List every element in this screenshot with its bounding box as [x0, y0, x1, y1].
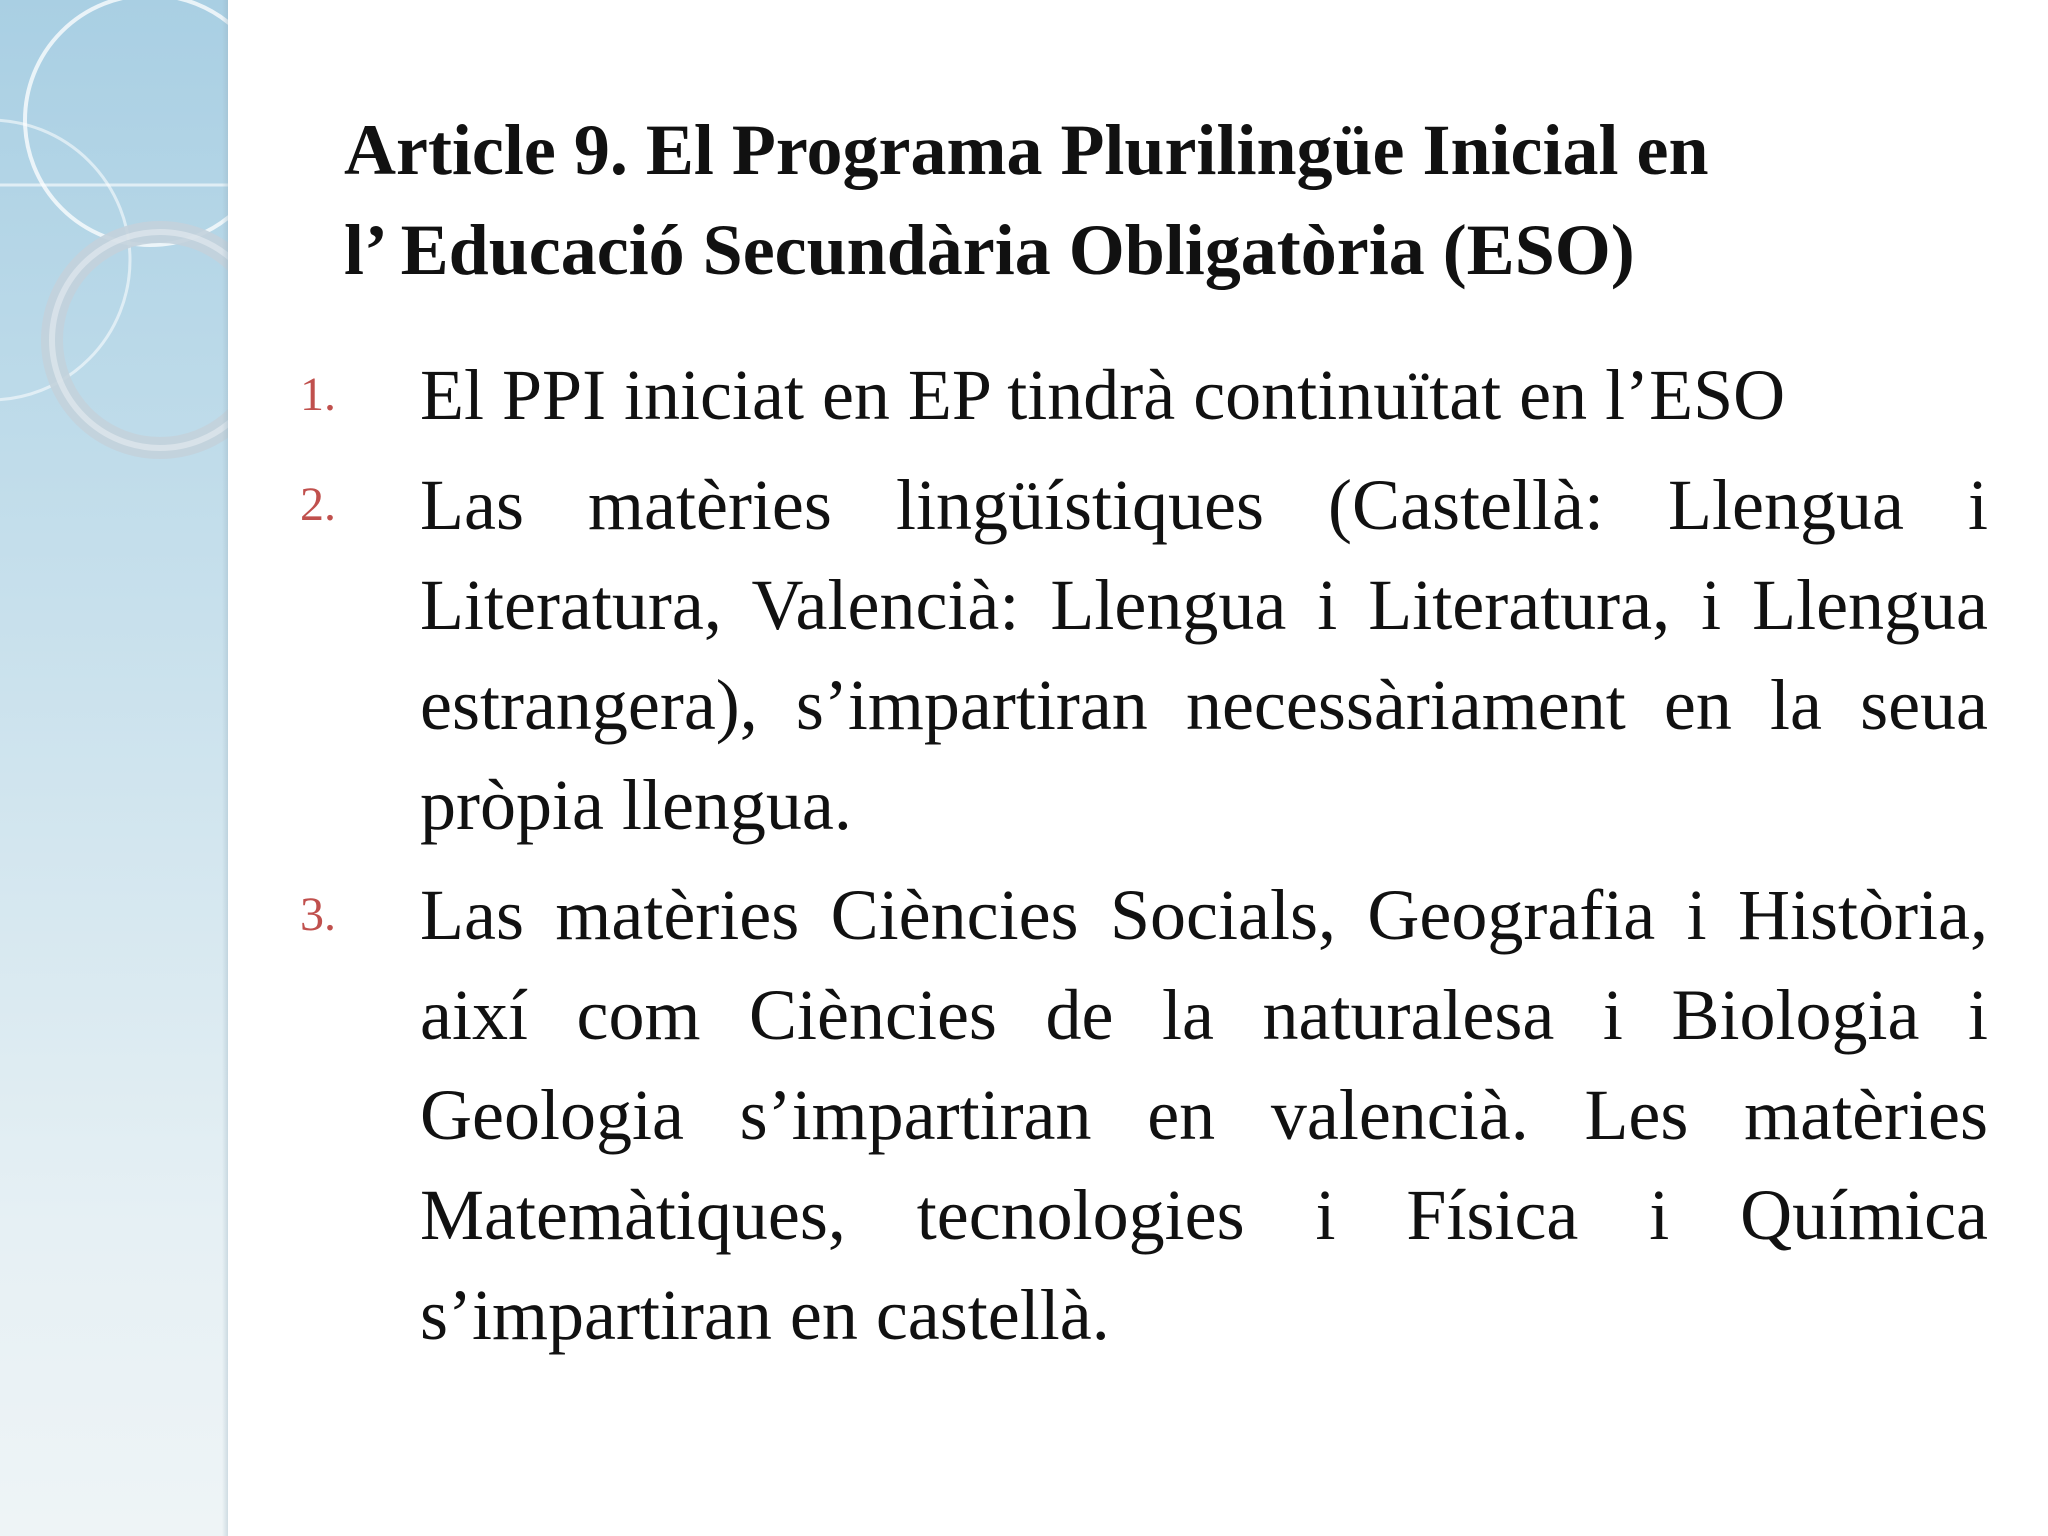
numbered-list	[300, 345, 1988, 1375]
slide-title	[344, 100, 1984, 300]
list-item	[300, 345, 1988, 445]
decorative-circles	[0, 0, 228, 1536]
list-item	[300, 455, 1988, 855]
list-item-number: 3.	[300, 888, 336, 941]
slide-title-line-1: Article 9. El Programa Plurilingüe Inicial en	[344, 110, 1709, 190]
list-item-text: El PPI iniciat en EP tindrà continuïtat en l’ESO	[420, 355, 1786, 435]
list-item-text: Las matèries lingüístiques (Castellà: Llengua i Literatura, Valencià: Llengua i Literatura, i Llengua estrangera), s’impartiran necessàriament en la seua pròpia llengua.	[420, 465, 1988, 845]
list-item	[300, 865, 1988, 1365]
slide-title-line-2: l’ Educació Secundària Obligatòria (ESO)	[344, 210, 1635, 290]
list-item-text: Las matèries Ciències Socials, Geografia i Història, així com Ciències de la naturalesa i Biologia i Geologia s’impartiran en valencià. Les matèries Matemàtiques, tecnologies i Física i Química s’impartiran en castellà.	[420, 875, 1988, 1355]
side-band-edge	[222, 0, 228, 1536]
list-item-number: 2.	[300, 478, 336, 531]
decorative-side-band	[0, 0, 228, 1536]
list-item-number: 1.	[300, 368, 336, 421]
